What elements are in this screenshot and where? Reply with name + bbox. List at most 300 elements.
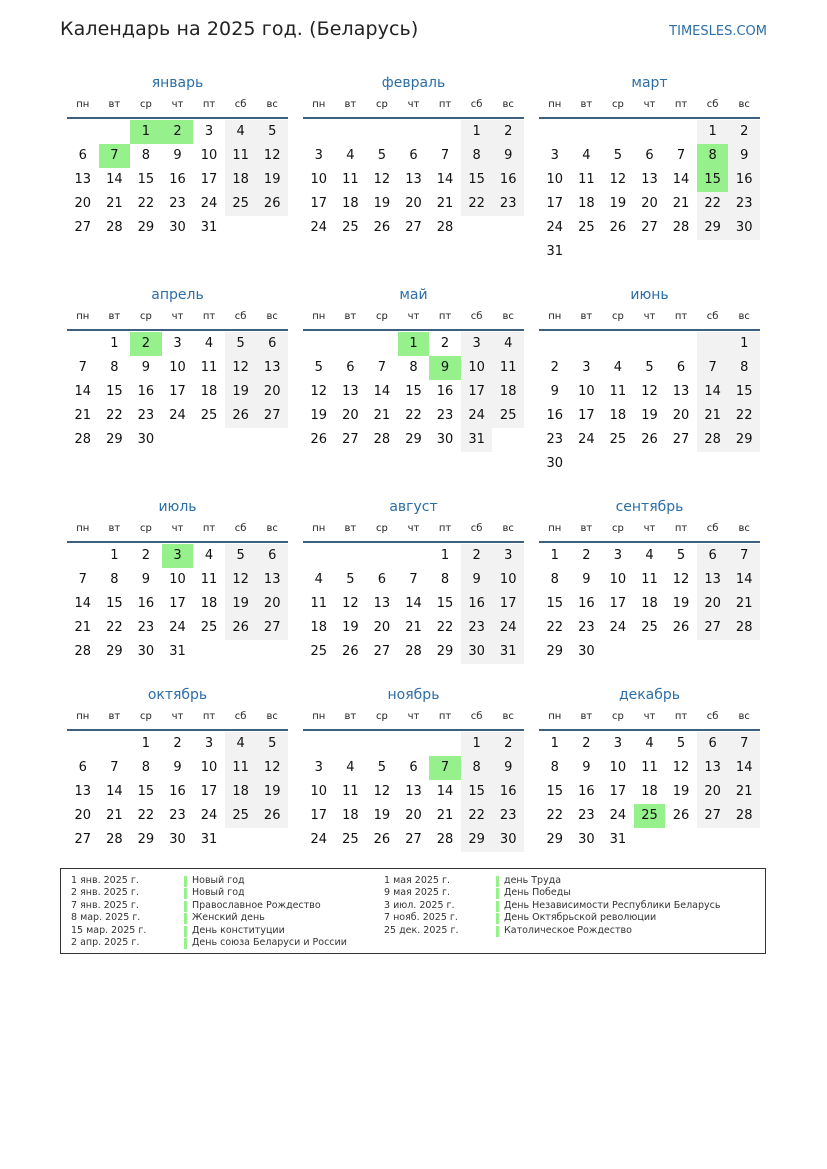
- day-cell: 16: [578, 784, 595, 799]
- day-cell: 20: [74, 196, 92, 211]
- day-cell: 12: [373, 784, 391, 799]
- day-empty: [335, 120, 367, 144]
- day-cell: 18: [200, 596, 218, 611]
- weekday-header: [67, 518, 288, 543]
- weekday-label: чт: [643, 99, 656, 110]
- day-empty: [665, 332, 697, 356]
- day-grid: [303, 544, 524, 664]
- day-cell: 12: [256, 144, 288, 168]
- day-cell: 11: [578, 172, 595, 187]
- day-cell: 23: [169, 196, 186, 211]
- day-cell: 24: [546, 220, 564, 235]
- day-cell: 9: [173, 148, 182, 163]
- weekday-label: вт: [344, 711, 357, 722]
- day-cell: 19: [373, 196, 391, 211]
- legend-date: 15 мар. 2025 г.: [71, 924, 147, 936]
- day-cell: 22: [546, 620, 564, 635]
- day-cell: 8: [440, 572, 450, 587]
- day-cell: 15: [137, 172, 155, 187]
- day-cell: 18: [578, 196, 595, 211]
- day-cell: 27: [405, 832, 422, 847]
- day-cell: 30: [137, 432, 155, 447]
- holiday-day: 7: [429, 756, 461, 780]
- day-cell: 31: [609, 832, 627, 847]
- site-link[interactable]: TIMESLES.COM: [669, 24, 767, 39]
- day-cell: 30: [169, 832, 186, 847]
- day-cell: 15: [546, 596, 564, 611]
- day-cell: 7: [676, 148, 686, 163]
- day-cell: 3: [314, 760, 323, 775]
- day-empty: [697, 332, 729, 356]
- day-cell: 10: [609, 760, 627, 775]
- day-cell: 8: [461, 756, 493, 780]
- day-empty: [99, 732, 131, 756]
- day-cell: 16: [436, 384, 454, 399]
- month-11: [303, 684, 524, 872]
- day-cell: 28: [106, 220, 123, 235]
- weekday-header: [303, 306, 524, 331]
- day-empty: [429, 120, 461, 144]
- day-cell: 6: [676, 360, 686, 375]
- day-cell: 11: [609, 384, 627, 399]
- legend-color-marker: [184, 901, 187, 912]
- weekday-label: сб: [470, 711, 483, 722]
- day-cell: 21: [436, 808, 454, 823]
- day-cell: 5: [225, 544, 257, 568]
- day-cell: 4: [645, 548, 654, 563]
- day-cell: 21: [728, 592, 760, 616]
- day-cell: 13: [342, 384, 359, 399]
- day-cell: 10: [578, 384, 595, 399]
- day-empty: [67, 332, 99, 356]
- day-cell: 26: [256, 804, 288, 828]
- day-cell: 10: [492, 568, 524, 592]
- day-cell: 5: [676, 548, 686, 563]
- day-cell: 20: [405, 808, 422, 823]
- weekday-label: вс: [738, 99, 750, 110]
- weekday-header: [539, 706, 760, 731]
- day-cell: 22: [137, 196, 155, 211]
- day-empty: [99, 120, 131, 144]
- day-cell: 17: [578, 408, 595, 423]
- day-grid: [539, 544, 760, 664]
- day-cell: 20: [256, 380, 288, 404]
- day-cell: 17: [310, 808, 328, 823]
- holiday-day: 7: [99, 144, 131, 168]
- day-cell: 17: [492, 592, 524, 616]
- day-empty: [303, 332, 335, 356]
- weekday-label: чт: [643, 311, 656, 322]
- day-cell: 29: [546, 644, 564, 659]
- day-cell: 6: [346, 360, 355, 375]
- day-cell: 2: [728, 120, 760, 144]
- day-cell: 19: [641, 408, 658, 423]
- day-cell: 22: [461, 804, 493, 828]
- day-cell: 25: [200, 620, 218, 635]
- weekday-label: пт: [202, 523, 216, 534]
- day-empty: [303, 120, 335, 144]
- day-cell: 25: [492, 404, 524, 428]
- weekday-label: вс: [502, 99, 514, 110]
- day-cell: 22: [405, 408, 422, 423]
- day-cell: 5: [676, 736, 686, 751]
- day-cell: 27: [672, 432, 690, 447]
- day-cell: 26: [310, 432, 328, 447]
- day-cell: 3: [204, 736, 214, 751]
- day-cell: 5: [256, 120, 288, 144]
- day-cell: 20: [256, 592, 288, 616]
- holiday-day: 3: [162, 544, 194, 568]
- weekday-label: вс: [738, 711, 750, 722]
- day-cell: 1: [697, 120, 729, 144]
- legend-holiday-name: День союза Беларуси и России: [192, 936, 347, 948]
- day-cell: 12: [672, 760, 690, 775]
- day-cell: 24: [609, 808, 627, 823]
- day-cell: 17: [200, 784, 218, 799]
- day-cell: 3: [550, 148, 559, 163]
- weekday-label: пт: [202, 311, 216, 322]
- weekday-label: вс: [738, 311, 750, 322]
- weekday-label: пн: [312, 523, 326, 534]
- day-cell: 15: [405, 384, 422, 399]
- day-grid: [539, 120, 760, 264]
- weekday-label: чт: [171, 711, 184, 722]
- day-cell: 21: [405, 620, 422, 635]
- legend-color-marker: [496, 876, 499, 887]
- weekday-label: ср: [611, 99, 624, 110]
- day-cell: 10: [310, 172, 328, 187]
- day-cell: 22: [728, 404, 760, 428]
- day-cell: 31: [200, 220, 218, 235]
- day-cell: 31: [492, 640, 524, 664]
- day-cell: 5: [377, 760, 387, 775]
- day-cell: 10: [169, 572, 186, 587]
- weekday-label: чт: [171, 311, 184, 322]
- weekday-label: ср: [375, 311, 388, 322]
- day-cell: 13: [74, 784, 92, 799]
- day-cell: 6: [697, 732, 729, 756]
- weekday-header: [303, 706, 524, 731]
- day-cell: 12: [373, 172, 391, 187]
- day-cell: 28: [373, 432, 391, 447]
- day-cell: 23: [578, 620, 595, 635]
- day-cell: 24: [578, 432, 595, 447]
- day-cell: 17: [200, 172, 218, 187]
- day-cell: 13: [256, 356, 288, 380]
- day-cell: 31: [200, 832, 218, 847]
- day-empty: [398, 120, 430, 144]
- day-cell: 16: [461, 592, 493, 616]
- weekday-label: чт: [407, 99, 420, 110]
- day-cell: 26: [225, 404, 257, 428]
- day-grid: [539, 732, 760, 852]
- holiday-day: 2: [162, 120, 194, 144]
- day-cell: 14: [106, 784, 123, 799]
- day-cell: 27: [697, 804, 729, 828]
- day-cell: 28: [405, 644, 422, 659]
- legend-item: [384, 925, 754, 937]
- legend-date: 25 дек. 2025 г.: [384, 924, 459, 936]
- weekday-label: вт: [344, 311, 357, 322]
- day-cell: 28: [74, 432, 92, 447]
- day-cell: 21: [672, 196, 690, 211]
- day-cell: 9: [461, 568, 493, 592]
- day-cell: 13: [405, 172, 422, 187]
- weekday-label: ср: [375, 711, 388, 722]
- day-cell: 5: [225, 332, 257, 356]
- legend-holiday-name: Женский день: [192, 912, 265, 924]
- day-cell: 15: [436, 596, 454, 611]
- weekday-label: чт: [407, 311, 420, 322]
- day-cell: 28: [697, 428, 729, 452]
- month-5: [303, 284, 524, 472]
- weekday-label: чт: [643, 523, 656, 534]
- day-cell: 2: [492, 732, 524, 756]
- day-empty: [571, 332, 603, 356]
- day-cell: 29: [697, 216, 729, 240]
- day-cell: 4: [314, 572, 323, 587]
- day-cell: 18: [200, 384, 218, 399]
- day-cell: 6: [377, 572, 387, 587]
- day-cell: 4: [225, 120, 257, 144]
- day-cell: 20: [697, 780, 729, 804]
- day-cell: 15: [106, 384, 123, 399]
- legend-holiday-name: Православное Рождество: [192, 899, 321, 911]
- day-cell: 24: [169, 620, 186, 635]
- day-cell: 30: [461, 640, 493, 664]
- weekday-label: пт: [202, 711, 216, 722]
- day-cell: 28: [728, 616, 760, 640]
- day-cell: 20: [672, 408, 690, 423]
- weekday-label: ср: [375, 523, 388, 534]
- weekday-label: пн: [548, 99, 562, 110]
- weekday-label: пн: [76, 523, 90, 534]
- day-cell: 18: [641, 596, 658, 611]
- day-empty: [429, 732, 461, 756]
- weekday-label: пт: [438, 711, 452, 722]
- day-cell: 30: [137, 644, 155, 659]
- weekday-label: ср: [139, 523, 152, 534]
- day-cell: 28: [436, 220, 454, 235]
- day-cell: 8: [550, 760, 559, 775]
- weekday-header: [67, 306, 288, 331]
- day-cell: 9: [582, 760, 591, 775]
- day-cell: 5: [613, 148, 623, 163]
- weekday-label: пн: [548, 311, 562, 322]
- day-cell: 18: [342, 808, 359, 823]
- day-cell: 31: [546, 244, 564, 259]
- day-cell: 20: [74, 808, 92, 823]
- day-empty: [398, 732, 430, 756]
- day-empty: [665, 120, 697, 144]
- weekday-label: ср: [139, 99, 152, 110]
- day-cell: 25: [641, 620, 658, 635]
- day-cell: 5: [256, 732, 288, 756]
- day-cell: 29: [461, 828, 493, 852]
- day-cell: 6: [409, 148, 418, 163]
- day-cell: 12: [609, 172, 627, 187]
- weekday-label: ср: [611, 311, 624, 322]
- day-cell: 15: [461, 168, 493, 192]
- weekday-label: сб: [706, 99, 719, 110]
- day-cell: 25: [200, 408, 218, 423]
- day-cell: 15: [461, 780, 493, 804]
- day-cell: 19: [342, 620, 359, 635]
- weekday-label: пт: [438, 311, 452, 322]
- day-cell: 9: [141, 360, 151, 375]
- day-cell: 18: [609, 408, 627, 423]
- day-cell: 4: [645, 736, 654, 751]
- day-cell: 13: [641, 172, 658, 187]
- day-cell: 10: [609, 572, 627, 587]
- day-empty: [67, 732, 99, 756]
- day-empty: [366, 544, 398, 568]
- weekday-label: пт: [438, 523, 452, 534]
- day-cell: 27: [342, 432, 359, 447]
- weekday-label: пн: [548, 711, 562, 722]
- weekday-label: пт: [202, 99, 216, 110]
- day-cell: 23: [578, 808, 595, 823]
- day-cell: 10: [169, 360, 186, 375]
- day-cell: 13: [697, 568, 729, 592]
- legend-holiday-name: День Победы: [504, 887, 571, 899]
- day-cell: 3: [204, 124, 214, 139]
- legend-color-marker: [184, 876, 187, 887]
- day-cell: 6: [256, 332, 288, 356]
- month-9: [539, 496, 760, 684]
- day-cell: 8: [110, 572, 119, 587]
- day-grid: [67, 544, 288, 664]
- day-cell: 2: [582, 548, 591, 563]
- day-cell: 30: [578, 832, 595, 847]
- day-cell: 5: [377, 148, 387, 163]
- day-cell: 8: [110, 360, 119, 375]
- day-cell: 24: [200, 196, 218, 211]
- weekday-label: ср: [611, 711, 624, 722]
- day-cell: 13: [672, 384, 690, 399]
- day-cell: 8: [550, 572, 559, 587]
- day-cell: 9: [173, 760, 182, 775]
- day-cell: 13: [74, 172, 92, 187]
- day-cell: 17: [169, 384, 186, 399]
- day-empty: [602, 332, 634, 356]
- day-cell: 5: [314, 360, 323, 375]
- weekday-label: чт: [643, 711, 656, 722]
- day-cell: 25: [310, 644, 328, 659]
- month-name: май: [399, 287, 428, 303]
- weekday-label: пн: [76, 311, 90, 322]
- day-cell: 14: [405, 596, 422, 611]
- legend-holiday-name: Католическое Рождество: [504, 924, 632, 936]
- day-empty: [335, 732, 367, 756]
- day-cell: 17: [609, 596, 627, 611]
- day-cell: 25: [342, 220, 359, 235]
- day-cell: 1: [440, 548, 450, 563]
- holiday-day: 1: [398, 332, 430, 356]
- day-cell: 29: [546, 832, 564, 847]
- weekday-label: сб: [706, 311, 719, 322]
- day-cell: 4: [204, 548, 214, 563]
- holiday-day: 15: [697, 168, 729, 192]
- legend-date: 2 апр. 2025 г.: [71, 936, 140, 948]
- day-cell: 24: [609, 620, 627, 635]
- day-cell: 8: [409, 360, 418, 375]
- weekday-label: вс: [502, 311, 514, 322]
- weekday-label: вт: [580, 99, 593, 110]
- weekday-label: сб: [706, 711, 719, 722]
- day-cell: 1: [110, 548, 119, 563]
- day-cell: 8: [728, 356, 760, 380]
- weekday-label: чт: [407, 523, 420, 534]
- day-empty: [539, 120, 571, 144]
- day-cell: 23: [436, 408, 454, 423]
- day-cell: 8: [461, 144, 493, 168]
- weekday-label: сб: [234, 311, 247, 322]
- legend-item: [71, 925, 371, 937]
- weekday-label: сб: [470, 99, 483, 110]
- weekday-label: вт: [108, 311, 121, 322]
- day-cell: 7: [728, 732, 760, 756]
- day-cell: 29: [436, 644, 454, 659]
- weekday-header: [539, 518, 760, 543]
- day-cell: 7: [728, 544, 760, 568]
- legend-color-marker: [184, 888, 187, 899]
- legend-date: 7 янв. 2025 г.: [71, 899, 139, 911]
- holiday-day: 1: [130, 120, 162, 144]
- day-empty: [366, 332, 398, 356]
- holiday-day: 2: [130, 332, 162, 356]
- day-cell: 10: [461, 356, 493, 380]
- day-cell: 12: [256, 756, 288, 780]
- day-cell: 30: [546, 456, 564, 471]
- day-cell: 27: [373, 644, 391, 659]
- day-cell: 9: [550, 384, 559, 399]
- legend-item: [71, 875, 371, 887]
- day-cell: 2: [440, 336, 450, 351]
- legend-item: [384, 887, 754, 899]
- month-4: [67, 284, 288, 472]
- day-cell: 21: [728, 780, 760, 804]
- legend-item: [71, 912, 371, 924]
- day-cell: 26: [342, 644, 359, 659]
- day-cell: 24: [461, 404, 493, 428]
- day-cell: 3: [582, 360, 591, 375]
- day-cell: 18: [225, 168, 257, 192]
- legend-date: 3 июл. 2025 г.: [384, 899, 455, 911]
- month-2: [303, 72, 524, 260]
- day-cell: 25: [578, 220, 595, 235]
- day-cell: 18: [310, 620, 328, 635]
- day-cell: 6: [645, 148, 654, 163]
- day-cell: 16: [137, 596, 155, 611]
- legend-color-marker: [496, 901, 499, 912]
- day-cell: 21: [697, 404, 729, 428]
- day-empty: [571, 120, 603, 144]
- day-cell: 7: [110, 760, 119, 775]
- day-empty: [67, 544, 99, 568]
- month-10: [67, 684, 288, 872]
- day-cell: 14: [436, 172, 454, 187]
- weekday-label: ср: [139, 311, 152, 322]
- weekday-label: вт: [108, 711, 121, 722]
- day-cell: 29: [137, 832, 155, 847]
- day-cell: 25: [342, 832, 359, 847]
- legend-item: [71, 937, 371, 949]
- day-cell: 9: [492, 144, 524, 168]
- weekday-label: пн: [312, 311, 326, 322]
- day-cell: 20: [641, 196, 658, 211]
- day-cell: 15: [546, 784, 564, 799]
